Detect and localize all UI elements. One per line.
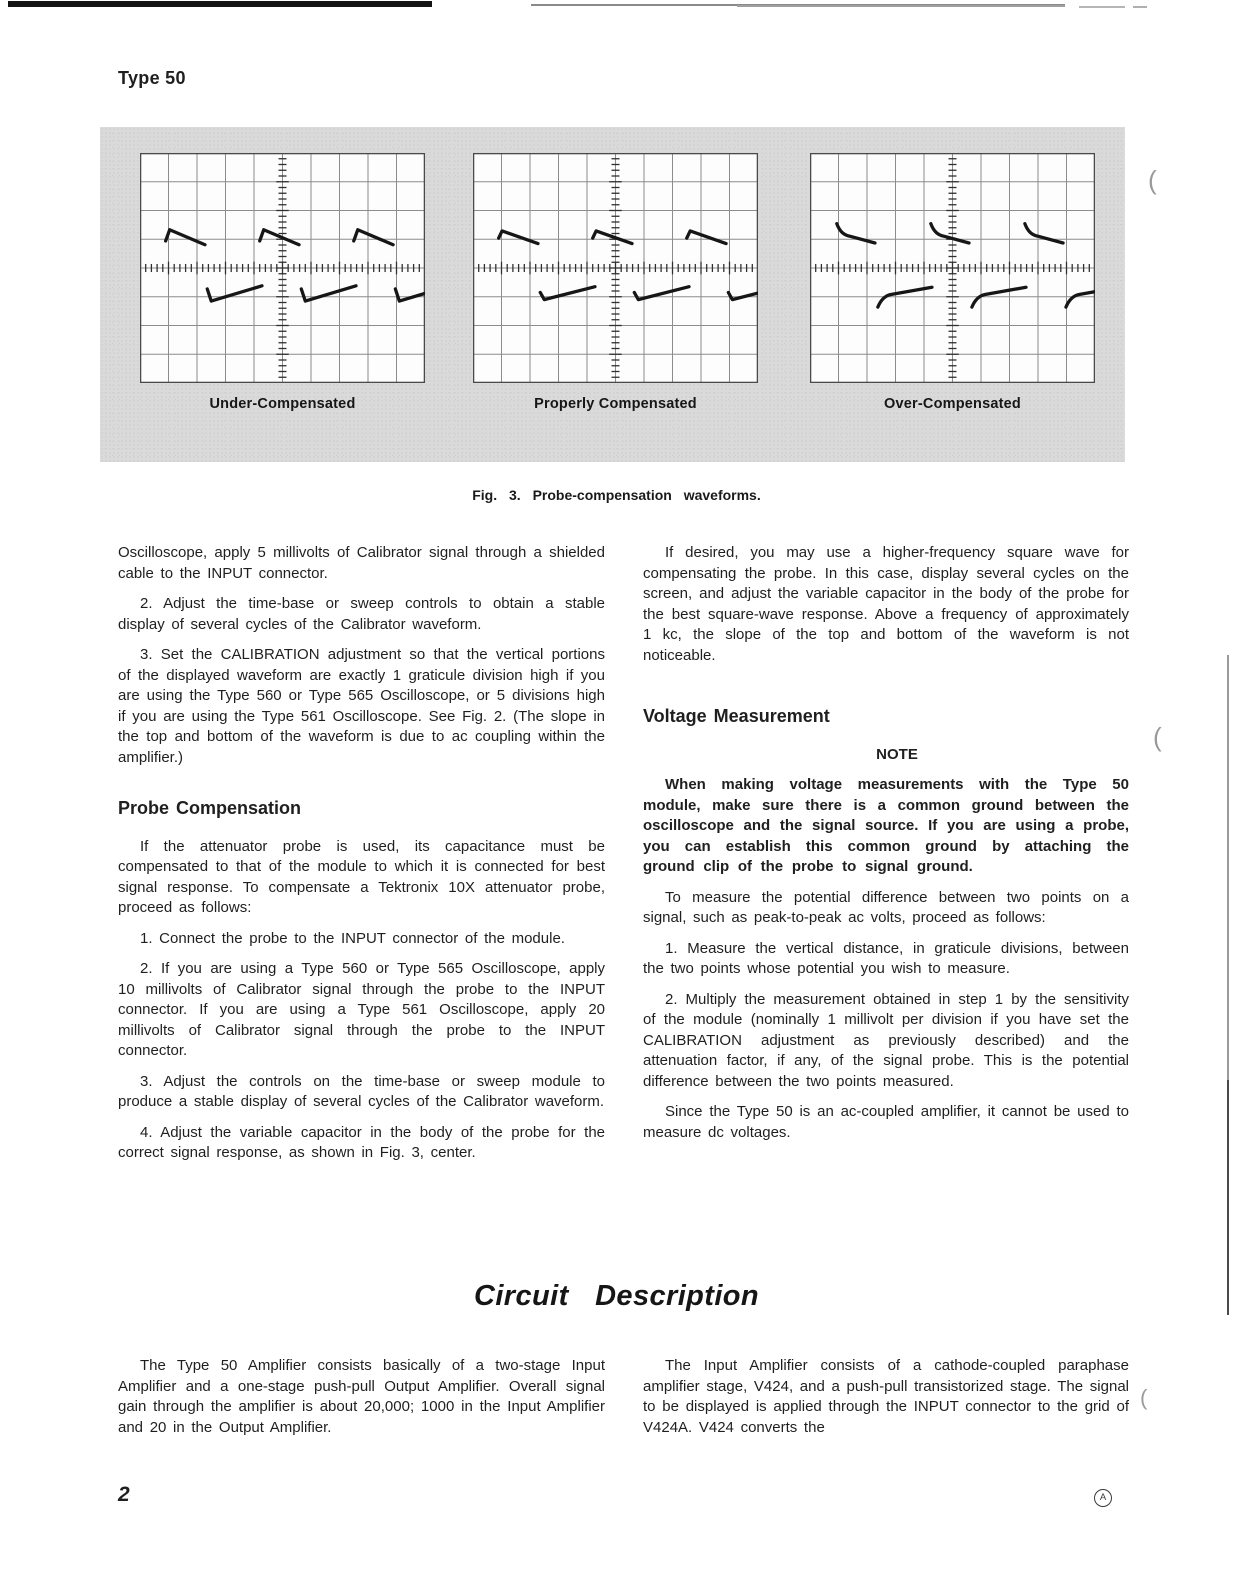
panel-label: Over-Compensated bbox=[884, 396, 1021, 412]
figure-probe-compensation bbox=[100, 127, 1125, 462]
page-number: 2 bbox=[118, 1483, 130, 1506]
scan-speck: ( bbox=[1148, 165, 1157, 195]
graticule-over-compensated bbox=[810, 153, 1095, 383]
page-title: Type 50 bbox=[118, 68, 186, 88]
paragraph: 2. Multiply the measurement obtained in step 1 by the sensitivity of the module (nominally 1 millivolt per division if you have set the CALIBRATION adjustment as previously described) and the attenuation factor, if any, of the signal probe. This is the potential difference between the two points measured. bbox=[643, 990, 1129, 1090]
scan-artifact-top-bar bbox=[8, 1, 432, 7]
section-title-circuit-description: Circuit Description bbox=[473, 1280, 760, 1312]
panel-label: Properly Compensated bbox=[534, 396, 697, 412]
paragraph: 1. Measure the vertical distance, in graticule divisions, between the two points whose potential you wish to measure. bbox=[643, 939, 1129, 977]
revision-mark: A bbox=[1094, 1489, 1112, 1507]
scan-artifact-edge-line bbox=[1227, 655, 1229, 1080]
scan-speck: ( bbox=[1140, 1385, 1148, 1410]
paragraph: Oscilloscope, apply 5 millivolts of Calibrator signal through a shielded cable to the INPUT connector. bbox=[118, 544, 605, 582]
oscilloscope-panel-over-compensated bbox=[810, 153, 1095, 412]
paragraph: To measure the potential difference between two points on a signal, such as peak-to-peak ac volts, proceed as follows: bbox=[643, 888, 1129, 926]
paragraph: 2. Adjust the time-base or sweep controls to obtain a stable display of several cycles of the Calibrator waveform. bbox=[118, 595, 605, 633]
scan-artifact-line bbox=[1079, 6, 1125, 8]
paragraph: If the attenuator probe is used, its capacitance must be compensated to that of the module to which it is connected for best signal response. To compensate a Tektronix 10X attenuator probe, proceed as follows: bbox=[118, 837, 605, 916]
graticule-properly-compensated bbox=[473, 153, 758, 383]
paragraph: 4. Adjust the variable capacitor in the body of the probe for the correct signal response, as shown in Fig. 3, center. bbox=[118, 1123, 605, 1161]
oscilloscope-panel-properly-compensated bbox=[473, 153, 758, 412]
paragraph: If desired, you may use a higher-frequency square wave for compensating the probe. In this case, display several cycles on the screen, and adjust the variable capacitor in the body of the probe for the best square-wave response. Above a frequency of approximately 1 kc, the slope of the top and bottom of the waveform is not noticeable. bbox=[643, 544, 1129, 664]
right-column bbox=[643, 543, 1129, 1153]
note-label: NOTE bbox=[876, 745, 918, 763]
circuit-right-column bbox=[643, 1356, 1129, 1448]
paragraph: 2. If you are using a Type 560 or Type 565 Oscilloscope, apply 10 millivolts of Calibrator signal through the probe to the INPUT connector. If you are using a Type 561 Oscilloscope, apply 20 millivolts of Calibrator signal through the probe to the INPUT connector. bbox=[118, 960, 605, 1059]
paragraph: Since the Type 50 is an ac-coupled amplifier, it cannot be used to measure dc voltages. bbox=[643, 1103, 1129, 1141]
paragraph: 1. Connect the probe to the INPUT connector of the module. bbox=[140, 929, 565, 947]
panel-label: Under-Compensated bbox=[209, 396, 356, 412]
oscilloscope-panel-under-compensated bbox=[140, 153, 425, 412]
paragraph: 3. Adjust the controls on the time-base or sweep module to produce a stable display of several cycles of the Calibrator waveform. bbox=[118, 1072, 605, 1110]
figure-caption: Fig. 3. Probe-compensation waveforms. bbox=[472, 487, 761, 503]
section-heading-voltage-measurement: Voltage Measurement bbox=[643, 706, 830, 726]
circuit-left-column bbox=[118, 1356, 605, 1448]
left-column bbox=[118, 543, 605, 1174]
section-heading-probe-compensation: Probe Compensation bbox=[118, 798, 302, 818]
paragraph: The Input Amplifier consists of a cathode-coupled paraphase amplifier stage, V424, and a push-pull transistorized stage. The signal to be displayed is applied through the INPUT connector to the grid of V424A. V424 converts the bbox=[643, 1357, 1129, 1436]
note-text: When making voltage measurements with the Type 50 module, make sure there is a common ground between the oscilloscope and the signal source. If you are using a probe, you can establish this common ground by attaching the ground clip of the probe to signal ground. bbox=[643, 776, 1129, 875]
scan-speck: ( bbox=[1153, 722, 1162, 752]
graticule-under-compensated bbox=[140, 153, 425, 383]
paragraph: 3. Set the CALIBRATION adjustment so that the vertical portions of the displayed waveform are exactly 1 graticule division high if you are using the Type 560 or Type 565 Oscilloscope, or 5 divisions high if you are using the Type 561 Oscilloscope. See Fig. 2. (The slope in the top and bottom of the waveform is due to ac coupling within the amplifier.) bbox=[118, 646, 605, 766]
paragraph: The Type 50 Amplifier consists basically of a two-stage Input Amplifier and a one-stage push-pull Output Amplifier. Overall signal gain through the amplifier is about 20,000; 1000 in the Input Amplifier and 20 in the Output Amplifier. bbox=[118, 1357, 605, 1436]
scan-artifact-line bbox=[737, 5, 1065, 7]
scan-artifact-line bbox=[1133, 6, 1147, 8]
